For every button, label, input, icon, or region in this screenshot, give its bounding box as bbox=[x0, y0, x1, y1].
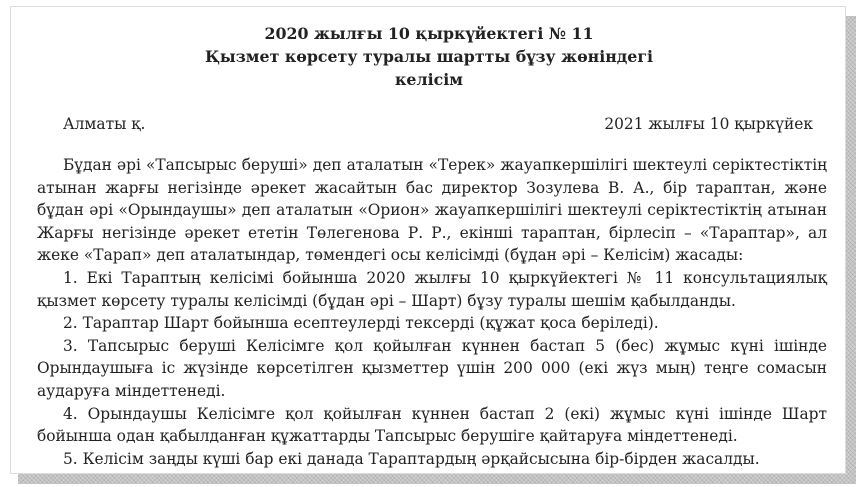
document-title-type: келісім bbox=[395, 70, 463, 89]
clause-5-paragraph: 5. Келісім заңды күші бар екі данада Тараптардың әрқайсысына бір-бірден жасалды. bbox=[63, 449, 760, 468]
document-city: Алматы қ. bbox=[63, 115, 146, 133]
document-title-subject: Қызмет көрсету туралы шартты бұзу жөніндегі bbox=[204, 47, 654, 66]
clause-2-paragraph: 2. Тараптар Шарт бойынша есептеулерді тексерді (құжат қоса беріледі). bbox=[63, 314, 659, 333]
clause-3-paragraph: 3. Тапсырыс беруші Келісімге қол қойылған күннен бастап 5 (бес) жұмыс күні ішінде Орындаушыға іс жүзінде көрсетілген қызметтер үшін 200 000 (екі жүз мың) теңге сомасын аударуға міндеттенеді. bbox=[37, 336, 827, 400]
document-title-number: 2020 жылғы 10 қыркүйектегі № 11 bbox=[264, 24, 594, 43]
document-date: 2021 жылғы 10 қыркүйек bbox=[604, 115, 813, 133]
preamble-paragraph: Бұдан әрі «Тапсырыс беруші» деп аталатын «Терек» жауапкершілігі шектеулі серіктестіктің атынан жарғы негізінде әрекет жасайтын бас директор Зозулева В. А., бір тараптан, және бұдан әрі «Орындаушы» деп аталатын «Орион» жауапкершілігі шектеулі серіктестіктің атынан Жарғы негізінде әрекет ететін Төлегенова Р. Р., екінші тараптан, бірлесіп – «Тараптар», ал жеке «Тарап» деп аталатындар, төмендегі осы келісімді (бұдан әрі – Келісім) жасады: bbox=[37, 156, 827, 265]
document-body bbox=[37, 154, 827, 470]
clause-4-paragraph: 4. Орындаушы Келісімге қол қойылған күннен бастап 2 (екі) жұмыс күні ішінде Шарт бойынша одан қабылданған құжаттарды Тапсырыс берушіге қайтаруға міндеттенеді. bbox=[37, 404, 827, 446]
document-page bbox=[10, 6, 846, 474]
clause-1-paragraph: 1. Екі Тараптың келісімі бойынша 2020 жылғы 10 қыркүйектегі № 11 консультациялық қызмет көрсету туралы келісімді (бұдан әрі – Шарт) бұзу туралы шешім қабылданды. bbox=[37, 268, 827, 310]
